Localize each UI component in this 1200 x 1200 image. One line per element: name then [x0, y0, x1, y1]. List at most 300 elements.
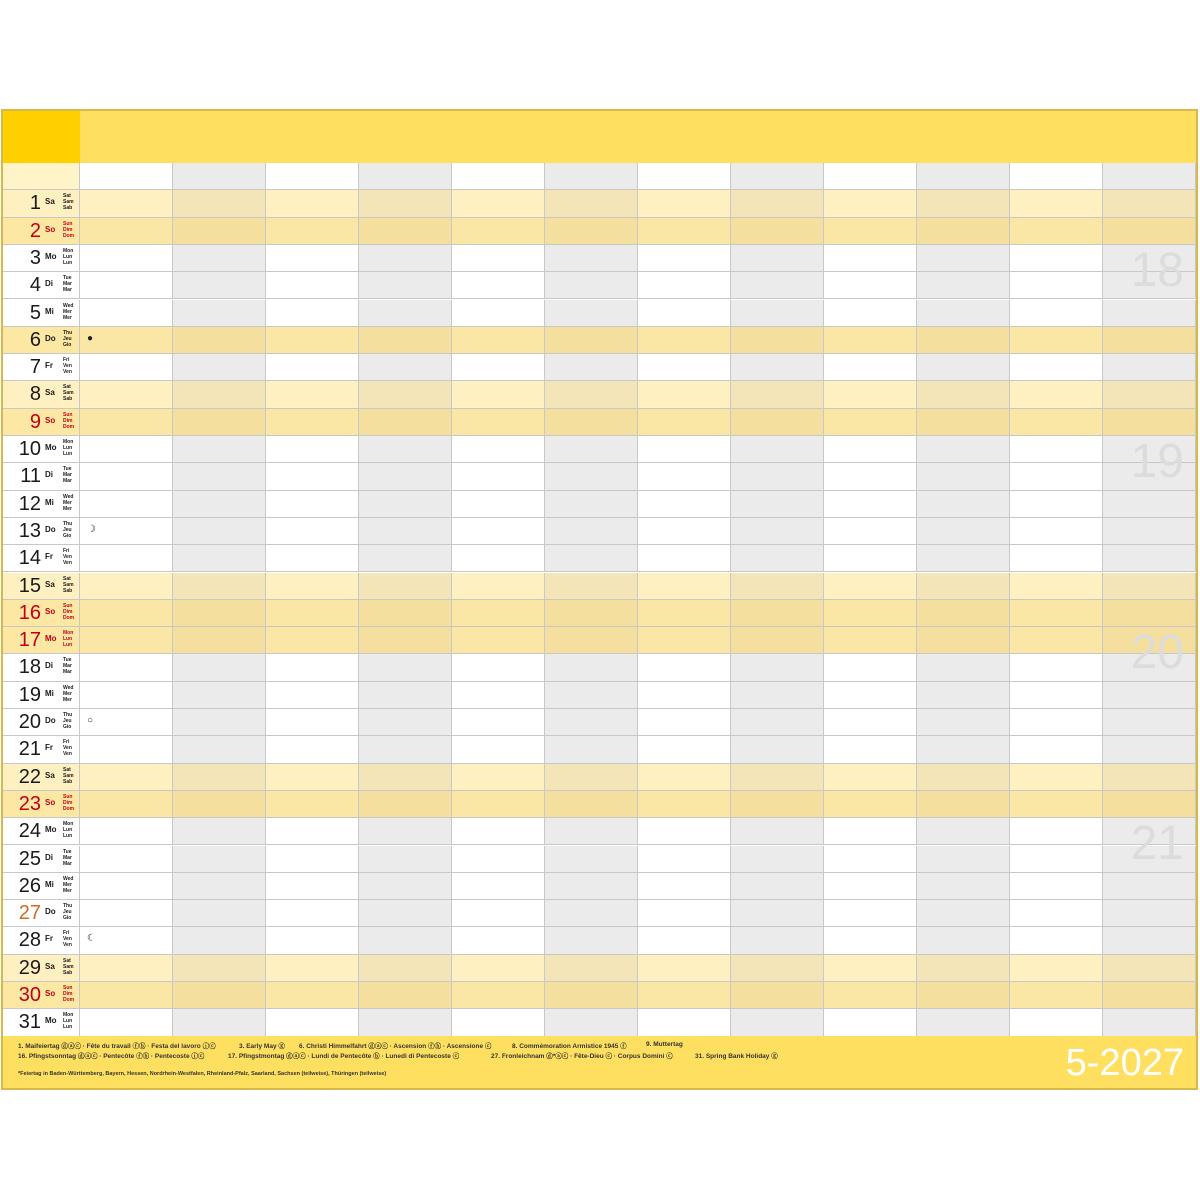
day-cell[interactable]	[917, 982, 1010, 1008]
day-cell[interactable]	[824, 300, 917, 326]
day-cell[interactable]	[917, 463, 1010, 489]
day-cell[interactable]	[173, 927, 266, 953]
day-cell[interactable]	[452, 327, 545, 353]
day-cell[interactable]	[1103, 354, 1196, 380]
column-header-cell[interactable]	[731, 163, 824, 189]
column-header-cell[interactable]	[173, 163, 266, 189]
day-cell[interactable]	[452, 518, 545, 544]
day-cell[interactable]	[824, 1009, 917, 1035]
day-cell[interactable]	[731, 600, 824, 626]
day-cell[interactable]	[545, 654, 638, 680]
day-cell[interactable]	[173, 409, 266, 435]
day-cell[interactable]	[731, 982, 824, 1008]
day-cell[interactable]	[173, 463, 266, 489]
day-cell[interactable]	[545, 791, 638, 817]
day-cell[interactable]	[266, 764, 359, 790]
day-cell[interactable]	[173, 545, 266, 571]
day-cell[interactable]	[359, 1009, 452, 1035]
day-cell[interactable]	[638, 518, 731, 544]
day-cell[interactable]	[545, 436, 638, 462]
day-cell[interactable]	[266, 327, 359, 353]
day-cell[interactable]	[80, 218, 173, 244]
day-cell[interactable]	[731, 300, 824, 326]
day-cell[interactable]	[173, 982, 266, 1008]
day-cell[interactable]	[1010, 190, 1103, 216]
day-cell[interactable]	[545, 190, 638, 216]
day-cell[interactable]	[638, 545, 731, 571]
day-cell[interactable]	[731, 327, 824, 353]
day-cell[interactable]	[173, 245, 266, 271]
day-cell[interactable]	[545, 927, 638, 953]
day-cell[interactable]	[638, 327, 731, 353]
day-cell[interactable]	[452, 709, 545, 735]
day-cell[interactable]	[917, 545, 1010, 571]
day-cell[interactable]	[917, 218, 1010, 244]
column-header-cell[interactable]	[359, 163, 452, 189]
day-cell[interactable]	[638, 245, 731, 271]
day-cell[interactable]	[80, 354, 173, 380]
day-cell[interactable]	[266, 300, 359, 326]
day-cell[interactable]	[917, 272, 1010, 298]
day-cell[interactable]	[1010, 682, 1103, 708]
day-cell[interactable]	[266, 846, 359, 872]
day-cell[interactable]	[731, 873, 824, 899]
day-cell[interactable]	[917, 682, 1010, 708]
day-cell[interactable]	[173, 300, 266, 326]
day-cell[interactable]	[80, 436, 173, 462]
day-cell[interactable]	[173, 846, 266, 872]
day-cell[interactable]	[1010, 955, 1103, 981]
day-cell[interactable]	[545, 245, 638, 271]
day-cell[interactable]	[824, 436, 917, 462]
day-cell[interactable]	[266, 190, 359, 216]
day-cell[interactable]	[1010, 327, 1103, 353]
day-cell[interactable]	[359, 600, 452, 626]
day-cell[interactable]	[638, 846, 731, 872]
day-cell[interactable]	[266, 927, 359, 953]
day-cell[interactable]	[638, 491, 731, 517]
day-cell[interactable]	[266, 354, 359, 380]
day-cell[interactable]	[266, 1009, 359, 1035]
day-cell[interactable]	[359, 272, 452, 298]
day-cell[interactable]	[80, 654, 173, 680]
day-cell[interactable]	[452, 218, 545, 244]
day-cell[interactable]	[731, 791, 824, 817]
column-header-cell[interactable]	[80, 163, 173, 189]
day-cell[interactable]	[452, 354, 545, 380]
day-cell[interactable]	[638, 682, 731, 708]
column-header-cell[interactable]	[824, 163, 917, 189]
day-cell[interactable]	[359, 955, 452, 981]
day-cell[interactable]	[731, 518, 824, 544]
day-cell[interactable]	[1103, 600, 1196, 626]
column-header-cell[interactable]	[1010, 163, 1103, 189]
day-cell[interactable]	[173, 900, 266, 926]
day-cell[interactable]	[1010, 545, 1103, 571]
day-cell[interactable]	[1010, 491, 1103, 517]
day-cell[interactable]	[452, 1009, 545, 1035]
day-cell[interactable]	[824, 190, 917, 216]
day-cell[interactable]	[917, 764, 1010, 790]
day-cell[interactable]	[359, 300, 452, 326]
day-cell[interactable]	[173, 873, 266, 899]
day-cell[interactable]	[824, 927, 917, 953]
day-cell[interactable]	[545, 300, 638, 326]
day-cell[interactable]	[824, 218, 917, 244]
day-cell[interactable]	[80, 791, 173, 817]
day-cell[interactable]	[80, 545, 173, 571]
day-cell[interactable]	[731, 381, 824, 407]
day-cell[interactable]	[359, 218, 452, 244]
day-cell[interactable]	[731, 955, 824, 981]
day-cell[interactable]	[638, 354, 731, 380]
day-cell[interactable]	[731, 573, 824, 599]
day-cell[interactable]	[359, 927, 452, 953]
day-cell[interactable]	[545, 354, 638, 380]
day-cell[interactable]	[359, 573, 452, 599]
day-cell[interactable]	[1010, 463, 1103, 489]
day-cell[interactable]	[266, 436, 359, 462]
day-cell[interactable]	[452, 873, 545, 899]
day-cell[interactable]	[80, 982, 173, 1008]
day-cell[interactable]	[359, 463, 452, 489]
day-cell[interactable]	[731, 900, 824, 926]
day-cell[interactable]	[266, 955, 359, 981]
day-cell[interactable]	[173, 764, 266, 790]
day-cell[interactable]	[359, 409, 452, 435]
day-cell[interactable]	[1103, 955, 1196, 981]
day-cell[interactable]	[638, 463, 731, 489]
day-cell[interactable]	[638, 600, 731, 626]
day-cell[interactable]	[545, 218, 638, 244]
day-cell[interactable]	[824, 518, 917, 544]
day-cell[interactable]	[359, 545, 452, 571]
day-cell[interactable]	[359, 627, 452, 653]
day-cell[interactable]	[638, 955, 731, 981]
day-cell[interactable]	[266, 463, 359, 489]
day-cell[interactable]	[359, 327, 452, 353]
day-cell[interactable]	[359, 245, 452, 271]
day-cell[interactable]	[731, 764, 824, 790]
day-cell[interactable]	[359, 491, 452, 517]
day-cell[interactable]	[80, 381, 173, 407]
day-cell[interactable]	[731, 682, 824, 708]
day-cell[interactable]	[173, 791, 266, 817]
day-cell[interactable]	[80, 463, 173, 489]
day-cell[interactable]	[80, 873, 173, 899]
day-cell[interactable]	[917, 900, 1010, 926]
day-cell[interactable]	[1010, 982, 1103, 1008]
day-cell[interactable]	[359, 736, 452, 762]
day-cell[interactable]	[824, 491, 917, 517]
day-cell[interactable]	[1010, 409, 1103, 435]
day-cell[interactable]	[731, 709, 824, 735]
day-cell[interactable]	[266, 218, 359, 244]
day-cell[interactable]	[731, 846, 824, 872]
day-cell[interactable]	[80, 818, 173, 844]
day-cell[interactable]	[1103, 545, 1196, 571]
day-cell[interactable]	[1103, 1009, 1196, 1035]
day-cell[interactable]	[266, 518, 359, 544]
day-cell[interactable]	[545, 381, 638, 407]
day-cell[interactable]	[824, 600, 917, 626]
day-cell[interactable]	[359, 518, 452, 544]
day-cell[interactable]	[917, 709, 1010, 735]
day-cell[interactable]	[452, 600, 545, 626]
day-cell[interactable]	[545, 272, 638, 298]
day-cell[interactable]	[731, 463, 824, 489]
day-cell[interactable]	[1010, 873, 1103, 899]
day-cell[interactable]	[638, 900, 731, 926]
day-cell[interactable]	[917, 627, 1010, 653]
day-cell[interactable]	[452, 982, 545, 1008]
day-cell[interactable]	[1010, 573, 1103, 599]
day-cell[interactable]	[545, 463, 638, 489]
day-cell[interactable]	[917, 818, 1010, 844]
day-cell[interactable]	[173, 272, 266, 298]
day-cell[interactable]	[917, 846, 1010, 872]
day-cell[interactable]	[1010, 654, 1103, 680]
day-cell[interactable]	[359, 682, 452, 708]
day-cell[interactable]	[359, 818, 452, 844]
day-cell[interactable]	[917, 518, 1010, 544]
day-cell[interactable]	[638, 873, 731, 899]
day-cell[interactable]	[824, 245, 917, 271]
day-cell[interactable]	[731, 190, 824, 216]
day-cell[interactable]	[545, 627, 638, 653]
column-header-cell[interactable]	[545, 163, 638, 189]
day-cell[interactable]	[545, 873, 638, 899]
day-cell[interactable]	[638, 381, 731, 407]
day-cell[interactable]	[1103, 982, 1196, 1008]
day-cell[interactable]	[638, 218, 731, 244]
day-cell[interactable]	[1103, 682, 1196, 708]
day-cell[interactable]	[80, 955, 173, 981]
day-cell[interactable]	[824, 463, 917, 489]
day-cell[interactable]	[824, 818, 917, 844]
day-cell[interactable]	[1010, 381, 1103, 407]
day-cell[interactable]	[266, 381, 359, 407]
day-cell[interactable]	[452, 190, 545, 216]
day-cell[interactable]	[452, 409, 545, 435]
day-cell[interactable]	[452, 955, 545, 981]
day-cell[interactable]	[824, 873, 917, 899]
day-cell[interactable]	[1010, 218, 1103, 244]
day-cell[interactable]	[1103, 873, 1196, 899]
day-cell[interactable]	[359, 654, 452, 680]
day-cell[interactable]	[731, 354, 824, 380]
day-cell[interactable]	[173, 354, 266, 380]
day-cell[interactable]	[173, 190, 266, 216]
day-cell[interactable]	[824, 736, 917, 762]
day-cell[interactable]	[80, 245, 173, 271]
day-cell[interactable]	[266, 818, 359, 844]
day-cell[interactable]	[638, 709, 731, 735]
column-header-cell[interactable]	[917, 163, 1010, 189]
day-cell[interactable]	[1010, 436, 1103, 462]
day-cell[interactable]	[173, 436, 266, 462]
day-cell[interactable]	[917, 300, 1010, 326]
day-cell[interactable]	[638, 818, 731, 844]
day-cell[interactable]	[173, 518, 266, 544]
day-cell[interactable]	[80, 327, 173, 353]
day-cell[interactable]	[731, 736, 824, 762]
day-cell[interactable]	[1010, 764, 1103, 790]
day-cell[interactable]	[266, 245, 359, 271]
day-cell[interactable]	[545, 764, 638, 790]
day-cell[interactable]	[1103, 736, 1196, 762]
day-cell[interactable]	[359, 354, 452, 380]
column-header-cell[interactable]	[638, 163, 731, 189]
day-cell[interactable]	[731, 545, 824, 571]
day-cell[interactable]	[173, 709, 266, 735]
day-cell[interactable]	[545, 518, 638, 544]
day-cell[interactable]	[1103, 491, 1196, 517]
day-cell[interactable]	[173, 627, 266, 653]
day-cell[interactable]	[824, 409, 917, 435]
day-cell[interactable]	[1010, 245, 1103, 271]
day-cell[interactable]	[731, 272, 824, 298]
day-cell[interactable]	[80, 900, 173, 926]
day-cell[interactable]	[266, 654, 359, 680]
day-cell[interactable]	[266, 600, 359, 626]
day-cell[interactable]	[266, 573, 359, 599]
day-cell[interactable]	[545, 600, 638, 626]
day-cell[interactable]	[545, 573, 638, 599]
day-cell[interactable]	[917, 354, 1010, 380]
day-cell[interactable]	[452, 900, 545, 926]
day-cell[interactable]	[80, 272, 173, 298]
day-cell[interactable]	[545, 545, 638, 571]
day-cell[interactable]	[1010, 600, 1103, 626]
day-cell[interactable]	[80, 709, 173, 735]
day-cell[interactable]	[545, 955, 638, 981]
day-cell[interactable]	[1103, 190, 1196, 216]
day-cell[interactable]	[266, 491, 359, 517]
day-cell[interactable]	[1103, 791, 1196, 817]
day-cell[interactable]	[266, 900, 359, 926]
day-cell[interactable]	[824, 545, 917, 571]
day-cell[interactable]	[824, 682, 917, 708]
day-cell[interactable]	[452, 436, 545, 462]
day-cell[interactable]	[824, 955, 917, 981]
day-cell[interactable]	[452, 654, 545, 680]
day-cell[interactable]	[173, 600, 266, 626]
day-cell[interactable]	[359, 791, 452, 817]
day-cell[interactable]	[1010, 300, 1103, 326]
day-cell[interactable]	[1010, 709, 1103, 735]
day-cell[interactable]	[452, 272, 545, 298]
day-cell[interactable]	[917, 927, 1010, 953]
day-cell[interactable]	[266, 736, 359, 762]
day-cell[interactable]	[638, 272, 731, 298]
day-cell[interactable]	[452, 491, 545, 517]
day-cell[interactable]	[917, 327, 1010, 353]
day-cell[interactable]	[452, 791, 545, 817]
day-cell[interactable]	[1010, 818, 1103, 844]
day-cell[interactable]	[545, 491, 638, 517]
day-cell[interactable]	[917, 791, 1010, 817]
day-cell[interactable]	[359, 846, 452, 872]
day-cell[interactable]	[173, 955, 266, 981]
day-cell[interactable]	[824, 627, 917, 653]
day-cell[interactable]	[545, 1009, 638, 1035]
day-cell[interactable]	[452, 245, 545, 271]
day-cell[interactable]	[1010, 518, 1103, 544]
day-cell[interactable]	[638, 982, 731, 1008]
day-cell[interactable]	[80, 190, 173, 216]
day-cell[interactable]	[452, 573, 545, 599]
day-cell[interactable]	[173, 736, 266, 762]
day-cell[interactable]	[359, 709, 452, 735]
day-cell[interactable]	[545, 900, 638, 926]
day-cell[interactable]	[452, 764, 545, 790]
day-cell[interactable]	[359, 982, 452, 1008]
day-cell[interactable]	[824, 381, 917, 407]
day-cell[interactable]	[266, 682, 359, 708]
day-cell[interactable]	[917, 654, 1010, 680]
day-cell[interactable]	[545, 409, 638, 435]
day-cell[interactable]	[1103, 327, 1196, 353]
day-cell[interactable]	[917, 600, 1010, 626]
day-cell[interactable]	[359, 190, 452, 216]
day-cell[interactable]	[545, 327, 638, 353]
day-cell[interactable]	[80, 300, 173, 326]
day-cell[interactable]	[731, 927, 824, 953]
day-cell[interactable]	[452, 627, 545, 653]
day-cell[interactable]	[1010, 927, 1103, 953]
day-cell[interactable]	[266, 709, 359, 735]
day-cell[interactable]	[80, 409, 173, 435]
day-cell[interactable]	[638, 927, 731, 953]
day-cell[interactable]	[638, 573, 731, 599]
day-cell[interactable]	[917, 873, 1010, 899]
day-cell[interactable]	[731, 409, 824, 435]
day-cell[interactable]	[173, 654, 266, 680]
day-cell[interactable]	[917, 736, 1010, 762]
day-cell[interactable]	[173, 491, 266, 517]
day-cell[interactable]	[173, 573, 266, 599]
day-cell[interactable]	[80, 600, 173, 626]
day-cell[interactable]	[824, 709, 917, 735]
day-cell[interactable]	[452, 846, 545, 872]
day-cell[interactable]	[1103, 381, 1196, 407]
day-cell[interactable]	[824, 272, 917, 298]
day-cell[interactable]	[1103, 927, 1196, 953]
day-cell[interactable]	[917, 190, 1010, 216]
day-cell[interactable]	[731, 1009, 824, 1035]
day-cell[interactable]	[917, 491, 1010, 517]
day-cell[interactable]	[917, 381, 1010, 407]
day-cell[interactable]	[359, 873, 452, 899]
day-cell[interactable]	[545, 736, 638, 762]
day-cell[interactable]	[824, 654, 917, 680]
day-cell[interactable]	[917, 245, 1010, 271]
day-cell[interactable]	[452, 300, 545, 326]
day-cell[interactable]	[452, 463, 545, 489]
day-cell[interactable]	[638, 764, 731, 790]
day-cell[interactable]	[1103, 300, 1196, 326]
day-cell[interactable]	[824, 354, 917, 380]
day-cell[interactable]	[638, 654, 731, 680]
day-cell[interactable]	[1010, 1009, 1103, 1035]
day-cell[interactable]	[824, 327, 917, 353]
day-cell[interactable]	[173, 218, 266, 244]
day-cell[interactable]	[638, 627, 731, 653]
day-cell[interactable]	[1103, 709, 1196, 735]
day-cell[interactable]	[731, 627, 824, 653]
day-cell[interactable]	[266, 627, 359, 653]
